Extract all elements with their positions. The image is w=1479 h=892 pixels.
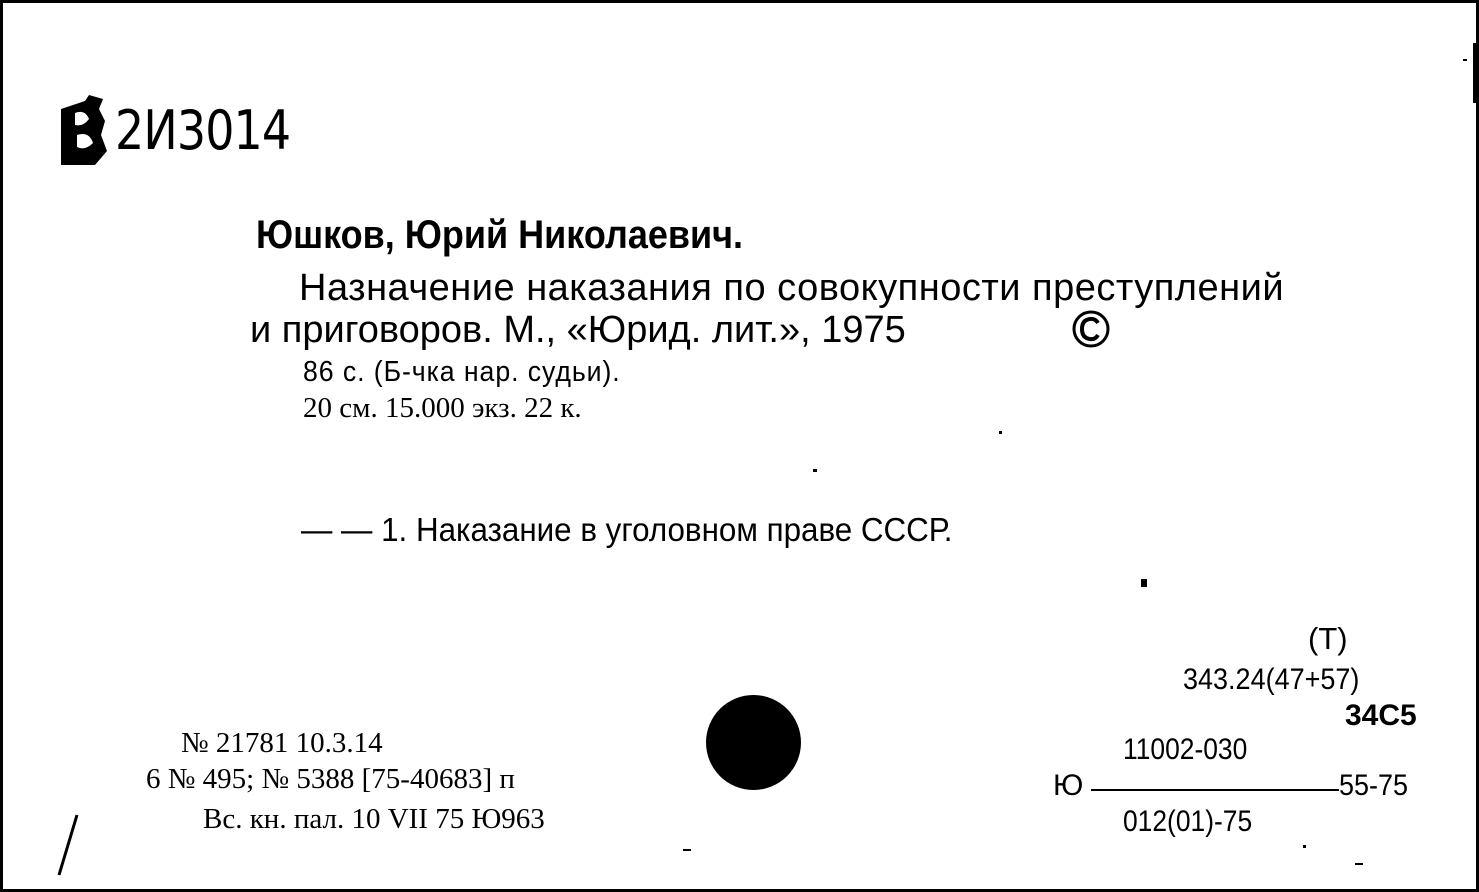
fraction-rule <box>1091 789 1339 791</box>
fraction-suffix: 55-75 <box>1339 769 1409 802</box>
bib-line-3: Вс. кн. пал. 10 VII 75 Ю963 <box>203 803 545 835</box>
ink-speck <box>1355 863 1363 865</box>
bbk-index: 34С5 <box>1345 699 1417 732</box>
title-line-1: Назначение наказания по совокупности преступлений <box>299 267 1285 309</box>
bib-line-1: № 21781 10.3.14 <box>181 727 383 759</box>
pen-stroke-mark <box>53 813 83 877</box>
size-print-price: 20 см. 15.000 экз. 22 к. <box>303 392 582 424</box>
punch-hole-dot <box>706 695 801 790</box>
title-line-2: и приговоров. М., «Юрид. лит.», 1975 <box>250 309 906 351</box>
fraction-numerator: 11002-030 <box>1123 733 1248 766</box>
ink-speck <box>999 431 1002 434</box>
fraction-prefix: Ю <box>1053 769 1084 802</box>
subject-heading: — — 1. Наказание в уголовном праве СССР. <box>301 511 953 548</box>
bib-line-2: 6 № 495; № 5388 [75-40683] п <box>146 763 515 795</box>
author-heading: Юшков, Юрий Николаевич. <box>256 213 744 257</box>
class-marker: (Т) <box>1308 621 1348 656</box>
fraction-denominator: 012(01)-75 <box>1123 805 1253 838</box>
edge-mark <box>1473 43 1476 103</box>
ink-speck <box>1463 59 1467 61</box>
call-number: 2И3014 <box>115 99 291 162</box>
ink-speck <box>1141 579 1147 587</box>
ink-speck <box>813 469 817 472</box>
ink-speck <box>1303 845 1306 848</box>
library-stamp-icon <box>55 91 111 169</box>
ink-speck <box>683 849 691 851</box>
udk-index: 343.24(47+57) <box>1183 663 1360 696</box>
pages-series: 86 с. (Б-чка нар. судьи). <box>303 356 621 388</box>
copyright-icon <box>1071 309 1111 349</box>
